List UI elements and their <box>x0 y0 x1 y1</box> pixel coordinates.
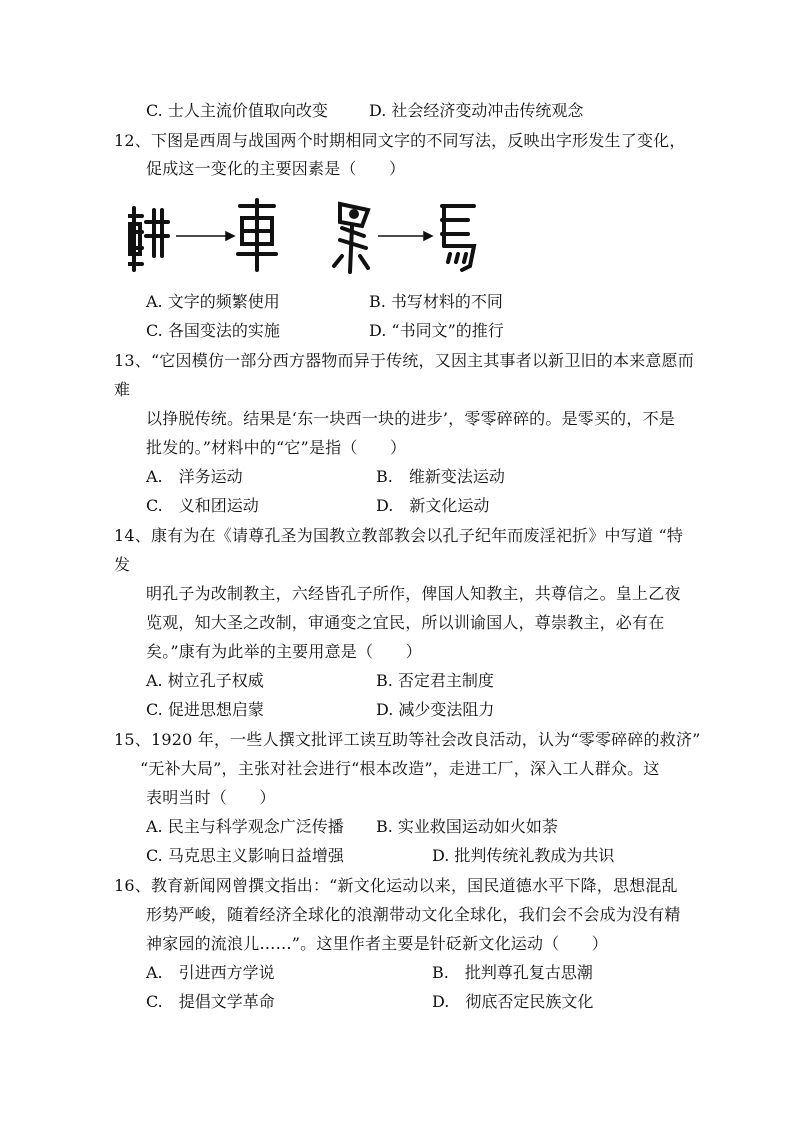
q15-option-c: C. 马克思主义影响日益增强 <box>146 846 344 865</box>
q16-stem-line-1: 16、教育新闻网曾撰文指出：“新文化运动以来，国民道德水平下降，思想混乱 <box>114 876 678 895</box>
q14-option-b: B. 否定君主制度 <box>376 671 494 690</box>
q14-stem-line-1: 14、康有为在《请尊孔圣为国教立教部教会以孔子纪年而废淫祀折》中写道 “特 <box>114 526 684 545</box>
q13-option-d: D. 新文化运动 <box>376 496 490 515</box>
q13-stem-line-3: 以挣脱传统。结果是‘东一块西一块的进步’，零零碎碎的。是零买的，不是 <box>146 409 675 428</box>
q14-option-d: D. 减少变法阻力 <box>376 700 495 719</box>
q12-option-b: B. 书写材料的不同 <box>369 292 503 311</box>
q15-option-d: D. 批判传统礼教成为共识 <box>432 846 615 865</box>
q13-stem-line-4: 批发的。”材料中的“它”是指（ ） <box>146 438 407 457</box>
q12-stem-line-1: 12、下图是西周与战国两个时期相同文字的不同写法，反映出字形发生了变化， <box>114 131 686 150</box>
q14-stem-line-2: 发 <box>114 555 131 574</box>
q13-option-a: A. 洋务运动 <box>146 467 243 486</box>
q12-stem-line-2: 促成这一变化的主要因素是（ ） <box>146 159 406 178</box>
q12-option-d: D. “书同文”的推行 <box>369 321 504 340</box>
q15-stem-line-2: “无补大局”，主张对社会进行“根本改造”，走进工厂，深入工人群众。这 <box>140 759 660 778</box>
q11-option-c: C. 士人主流价值取向改变 <box>146 101 328 120</box>
seal-script-ma-warring-states-icon <box>442 206 474 270</box>
q15-stem-line-1: 15、1920 年，一些人撰文批评工读互助等社会改良活动，认为“零零碎碎的救济” <box>114 730 701 749</box>
q14-stem-line-4: 览观，知大圣之改制，审通变之宜民，所以训谕国人，尊崇教主，必有在 <box>146 613 665 632</box>
q14-stem-line-3: 明孔子为改制教主，六经皆孔子所作，俾国人知教主，共尊信之。皇上乙夜 <box>146 584 681 603</box>
q16-stem-line-3: 神家园的流浪儿……”。这里作者主要是针砭新文化运动（ ） <box>146 934 608 953</box>
seal-script-ma-west-zhou-icon <box>334 204 368 272</box>
q12-option-a: A. 文字的频繁使用 <box>146 292 280 311</box>
q15-option-a: A. 民主与科学观念广泛传播 <box>146 817 344 836</box>
arrow-icon <box>176 232 234 240</box>
q15-stem-line-3: 表明当时（ ） <box>146 788 276 807</box>
q16-option-c: C. 提倡文学革命 <box>146 992 275 1011</box>
glyph-evolution-figure <box>128 196 488 276</box>
q13-stem-line-1: 13、“它因模仿一部分西方器物而异于传统，又因主其事者以新卫旧的本来意愿而 <box>114 351 694 370</box>
q13-option-c: C. 义和团运动 <box>146 496 259 515</box>
seal-script-che-warring-states-icon <box>238 200 276 270</box>
arrow-icon <box>378 232 432 240</box>
q14-stem-line-5: 矣。”康有为此举的主要用意是（ ） <box>146 642 422 661</box>
q12-option-c: C. 各国变法的实施 <box>146 321 280 340</box>
q11-option-d: D. 社会经济变动冲击传统观念 <box>369 101 584 120</box>
q14-option-a: A. 树立孔子权威 <box>146 671 264 690</box>
q14-option-c: C. 促进思想启蒙 <box>146 700 264 719</box>
q16-stem-line-2: 形势严峻，随着经济全球化的浪潮带动文化全球化，我们会不会成为没有精 <box>146 905 681 924</box>
q16-option-d: D. 彻底否定民族文化 <box>432 992 594 1011</box>
seal-script-che-west-zhou-icon <box>128 208 168 270</box>
q15-option-b: B. 实业救国运动如火如荼 <box>376 817 558 836</box>
q13-stem-line-2: 难 <box>114 380 131 399</box>
q16-option-a: A. 引进西方学说 <box>146 963 275 982</box>
q16-option-b: B. 批判尊孔复古思潮 <box>432 963 593 982</box>
q13-option-b: B. 维新变法运动 <box>376 467 505 486</box>
